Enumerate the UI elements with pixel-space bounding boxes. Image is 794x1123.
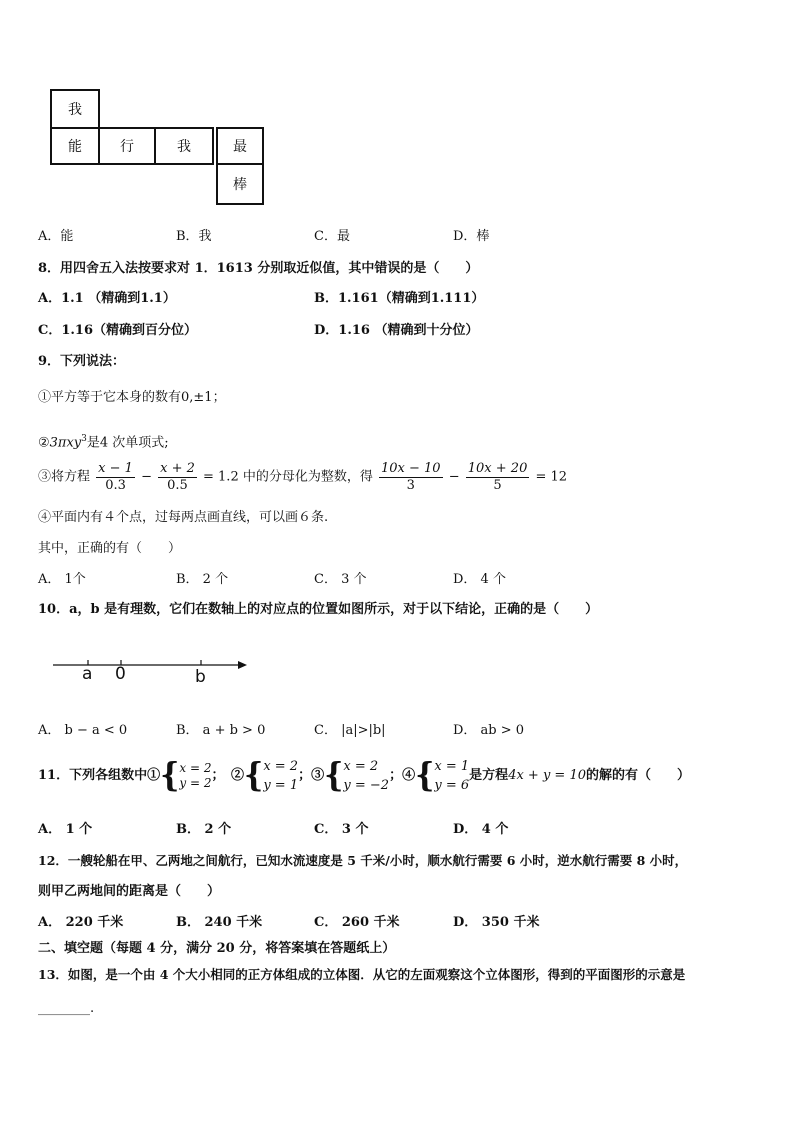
q7-option-a: A．能 bbox=[38, 229, 74, 244]
axis-label-a: a bbox=[82, 664, 93, 684]
q9-ask: 其中，正确的有（ ） bbox=[38, 541, 182, 556]
q9-s3-fraction-1: $\frac{x - 1}{0.3}$ bbox=[98, 461, 133, 493]
q9-s2-suffix: 是4 次单项式; bbox=[86, 435, 169, 451]
q9-s3-minus: − bbox=[141, 469, 152, 485]
q7-option-d: D．棒 bbox=[453, 229, 490, 244]
q10-stem: 10．a，b 是有理数，它们在数轴上的对应点的位置如图所示，对于以下结论，正确的是（ ） bbox=[38, 602, 599, 617]
q12-option-b: B． 240 千米 bbox=[176, 915, 263, 930]
net-cell-3: 我 bbox=[154, 127, 214, 165]
q9-s2-expr: 3πxy bbox=[49, 435, 82, 451]
net-cell-bottom: 棒 bbox=[216, 163, 264, 205]
brace-icon: { bbox=[160, 756, 180, 795]
q8-stem: 8．用四舍五入法按要求对 1．1613 分别取近似值，其中错误的是（ ） bbox=[38, 261, 479, 276]
q12-option-c: C． 260 千米 bbox=[314, 915, 400, 930]
q12-option-a: A． 220 千米 bbox=[38, 915, 124, 930]
q9-s3-fraction-4: $\frac{10x + 20}{5}$ bbox=[467, 461, 528, 493]
net-cell-4: 最 bbox=[216, 127, 264, 165]
section-2-heading: 二、填空题（每题 4 分，满分 20 分，将答案填在答题纸上） bbox=[38, 941, 396, 956]
q8-option-d: D．1.16 （精确到十分位） bbox=[314, 323, 479, 338]
q9-option-c: C． 3 个 bbox=[314, 572, 367, 587]
brace-icon: { bbox=[244, 756, 264, 795]
brace-icon: { bbox=[324, 756, 344, 795]
q11-sep-3: ；④ bbox=[389, 768, 416, 783]
q10-option-a: A． b − a < 0 bbox=[38, 723, 128, 738]
arrow-right-icon bbox=[238, 661, 247, 669]
q10-option-b: B． a + b > 0 bbox=[176, 723, 266, 738]
q11-suffix-a: 是方程 bbox=[469, 768, 509, 783]
q9-option-a: A． 1个 bbox=[38, 572, 86, 587]
q9-s2-prefix: ② bbox=[38, 435, 50, 451]
q9-option-b: B． 2 个 bbox=[176, 572, 229, 587]
q9-s3-eq-2: = 12 bbox=[535, 469, 568, 485]
q11-system-2: x = 2 y = 1 bbox=[263, 759, 299, 793]
q8-option-a: A．1.1 （精确到1.1） bbox=[38, 291, 176, 306]
q9-statement-2 bbox=[38, 430, 169, 452]
q11-suffix-b: 的解的有（ ） bbox=[586, 768, 691, 783]
q11-stem bbox=[38, 757, 690, 795]
q11-system-1: x = 2 y = 2 bbox=[179, 761, 212, 790]
q9-statement-4: ④平面内有４个点，过每两点画直线，可以画６条. bbox=[38, 510, 329, 525]
q9-statement-3 bbox=[38, 461, 567, 494]
q9-s2-exp: 3 bbox=[81, 434, 87, 444]
q7-option-b: B．我 bbox=[176, 229, 212, 244]
q11-system-3: x = 2 y = −2 bbox=[343, 759, 390, 793]
q7-option-c: C．最 bbox=[314, 229, 350, 244]
q11-prefix: 11．下列各组数中① bbox=[38, 768, 161, 783]
axis-label-b: b bbox=[195, 667, 206, 687]
q9-statement-1: ①平方等于它本身的数有0,±1； bbox=[38, 390, 226, 405]
q12-line-2: 则甲乙两地间的距离是（ ） bbox=[38, 884, 221, 899]
brace-icon: { bbox=[415, 756, 435, 795]
q11-option-d: D． 4 个 bbox=[453, 822, 509, 837]
net-cell-2: 行 bbox=[98, 127, 156, 165]
q9-option-d: D． 4 个 bbox=[453, 572, 506, 587]
axis-label-0: 0 bbox=[115, 664, 126, 684]
q9-stem: 9．下列说法： bbox=[38, 354, 126, 369]
q11-option-b: B． 2 个 bbox=[176, 822, 232, 837]
net-cell-1: 能 bbox=[50, 127, 100, 165]
q12-line-1: 12．一艘轮船在甲、乙两地之间航行，已知水流速度是 5 千米/小时，顺水航行需要 6 小时，逆水航行需要 8 小时， bbox=[38, 853, 688, 868]
q11-equation: 4x + y = 10 bbox=[508, 768, 586, 783]
q10-option-d: D． ab > 0 bbox=[453, 723, 525, 738]
q11-option-a: A． 1 个 bbox=[38, 822, 93, 837]
q8-option-b: B．1.161（精确到1.111） bbox=[314, 291, 485, 306]
q12-option-d: D． 350 千米 bbox=[453, 915, 540, 930]
q9-s3-eq: = 1.2 中的分母化为整数，得 bbox=[203, 469, 373, 485]
q10-option-c: C． |a|>|b| bbox=[314, 723, 386, 738]
q11-system-4: x = 1 y = 6 bbox=[434, 759, 470, 793]
q13-line-1: 13．如图，是一个由 4 个大小相同的正方体组成的立体图．从它的左面观察这个立体图形，得到的平面图形的示意是 bbox=[38, 967, 686, 982]
q11-option-c: C． 3 个 bbox=[314, 822, 369, 837]
q13-answer-blank[interactable]: ________. bbox=[38, 1001, 95, 1016]
q9-s3-fraction-3: $\frac{10x - 10}{3}$ bbox=[381, 461, 441, 493]
q11-sep-2: ；③ bbox=[298, 768, 325, 783]
q11-sep-1: ； ② bbox=[211, 768, 245, 783]
q9-s3-prefix: ③将方程 bbox=[38, 469, 91, 485]
q8-option-c: C．1.16（精确到百分位） bbox=[38, 323, 198, 338]
net-cell-top: 我 bbox=[50, 89, 100, 129]
q9-s3-fraction-2: $\frac{x + 2}{0.5}$ bbox=[160, 461, 195, 493]
q9-s3-minus-2: − bbox=[448, 469, 460, 485]
